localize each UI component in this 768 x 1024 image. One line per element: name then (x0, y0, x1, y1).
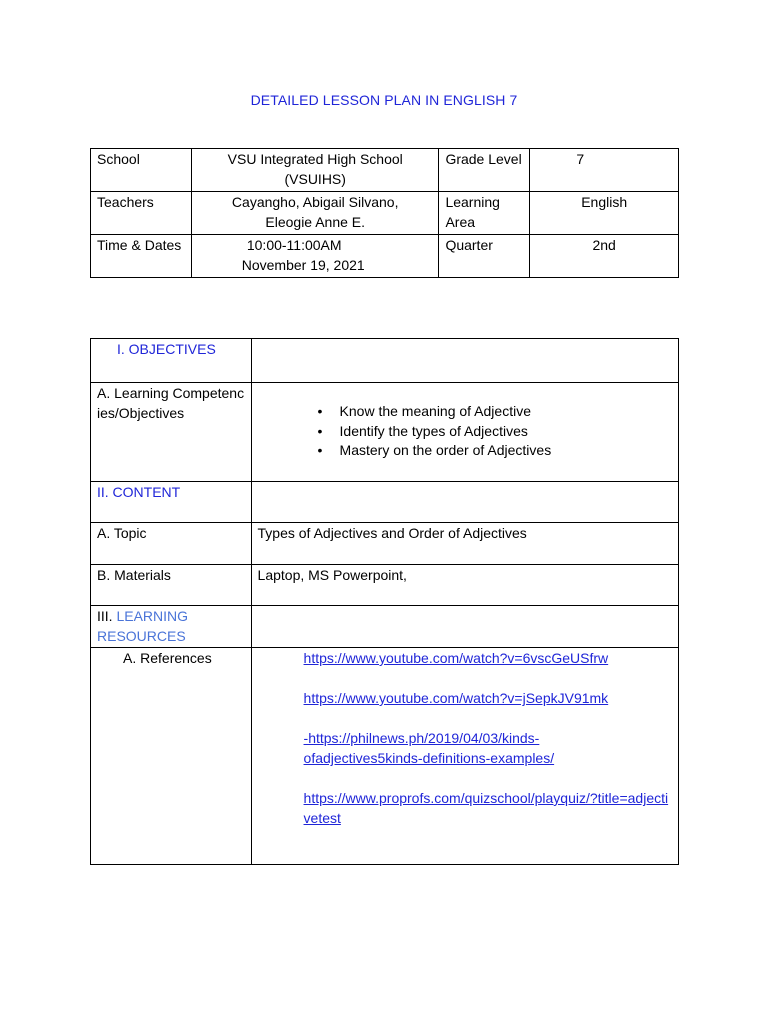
row-competencies (91, 383, 679, 482)
row-references (91, 648, 679, 865)
reference-link[interactable]: https://www.proprofs.com/quizschool/playquiz/?title=adjectivetest (303, 790, 669, 826)
quarter-value: 2nd (530, 235, 679, 278)
teachers-value (191, 192, 438, 235)
objective-item: • Know the meaning of Adjective (340, 402, 672, 422)
resources-prefix: III. (97, 608, 117, 624)
references-label: A. References (123, 650, 212, 666)
objectives-heading: I. OBJECTIVES (117, 341, 216, 357)
teachers-value-line1: Cayangho, Abigail Silvano, (231, 194, 399, 210)
time-label: Time & Dates (91, 235, 192, 278)
topic-label: A. Topic (91, 523, 252, 565)
quarter-label: Quarter (439, 235, 530, 278)
reference-link[interactable]: https://www.youtube.com/watch?v=jSepkJV91mk (303, 690, 609, 706)
teachers-label: Teachers (91, 192, 192, 235)
page-title: DETAILED LESSON PLAN IN ENGLISH 7 (250, 92, 518, 108)
row-topic (91, 523, 679, 565)
area-label: Learning Area (439, 192, 530, 235)
references-cell (251, 648, 678, 865)
info-row-teachers (91, 192, 679, 235)
references-label-cell (91, 648, 252, 865)
row-objectives-heading (91, 339, 679, 383)
row-materials (91, 565, 679, 606)
reference-link[interactable]: -https://philnews.ph/2019/04/03/kinds-ofadjectives5kinds-definitions-examples/ (303, 730, 555, 766)
school-label: School (91, 149, 192, 192)
objective-item: • Mastery on the order of Adjectives (340, 441, 672, 461)
competencies-label: A. Learning Competencies/Objectives (91, 383, 252, 482)
objectives-list (258, 402, 672, 461)
date-value-line: November 19, 2021 (241, 257, 365, 273)
info-row-time (91, 235, 679, 278)
teachers-value-line2: Eleogie Anne E. (265, 214, 366, 230)
content-heading-empty (251, 482, 678, 523)
resources-heading-empty (251, 606, 678, 648)
materials-value: Laptop, MS Powerpoint, (251, 565, 678, 606)
topic-value: Types of Adjectives and Order of Adjectives (251, 523, 678, 565)
resources-heading-cell (91, 606, 252, 648)
area-value: English (530, 192, 679, 235)
row-resources-heading (91, 606, 679, 648)
resources-heading: LEARNING RESOURCES (97, 608, 189, 644)
lesson-info-table (90, 148, 679, 278)
lesson-plan-table (90, 338, 679, 865)
objectives-cell (251, 383, 678, 482)
grade-value: 7 (530, 149, 679, 192)
objectives-heading-empty (251, 339, 678, 383)
time-value (191, 235, 438, 278)
school-value: VSU Integrated High School (VSUIHS) (191, 149, 438, 192)
grade-label: Grade Level (439, 149, 530, 192)
objective-item: • Identify the types of Adjectives (340, 422, 672, 442)
materials-label: B. Materials (91, 565, 252, 606)
objectives-heading-cell (91, 339, 252, 383)
row-content-heading (91, 482, 679, 523)
info-row-school (91, 149, 679, 192)
time-value-line: 10:00-11:00AM (246, 237, 342, 253)
content-heading: II. CONTENT (91, 482, 252, 523)
reference-link[interactable]: https://www.youtube.com/watch?v=6vscGeUSfrw (303, 650, 609, 666)
